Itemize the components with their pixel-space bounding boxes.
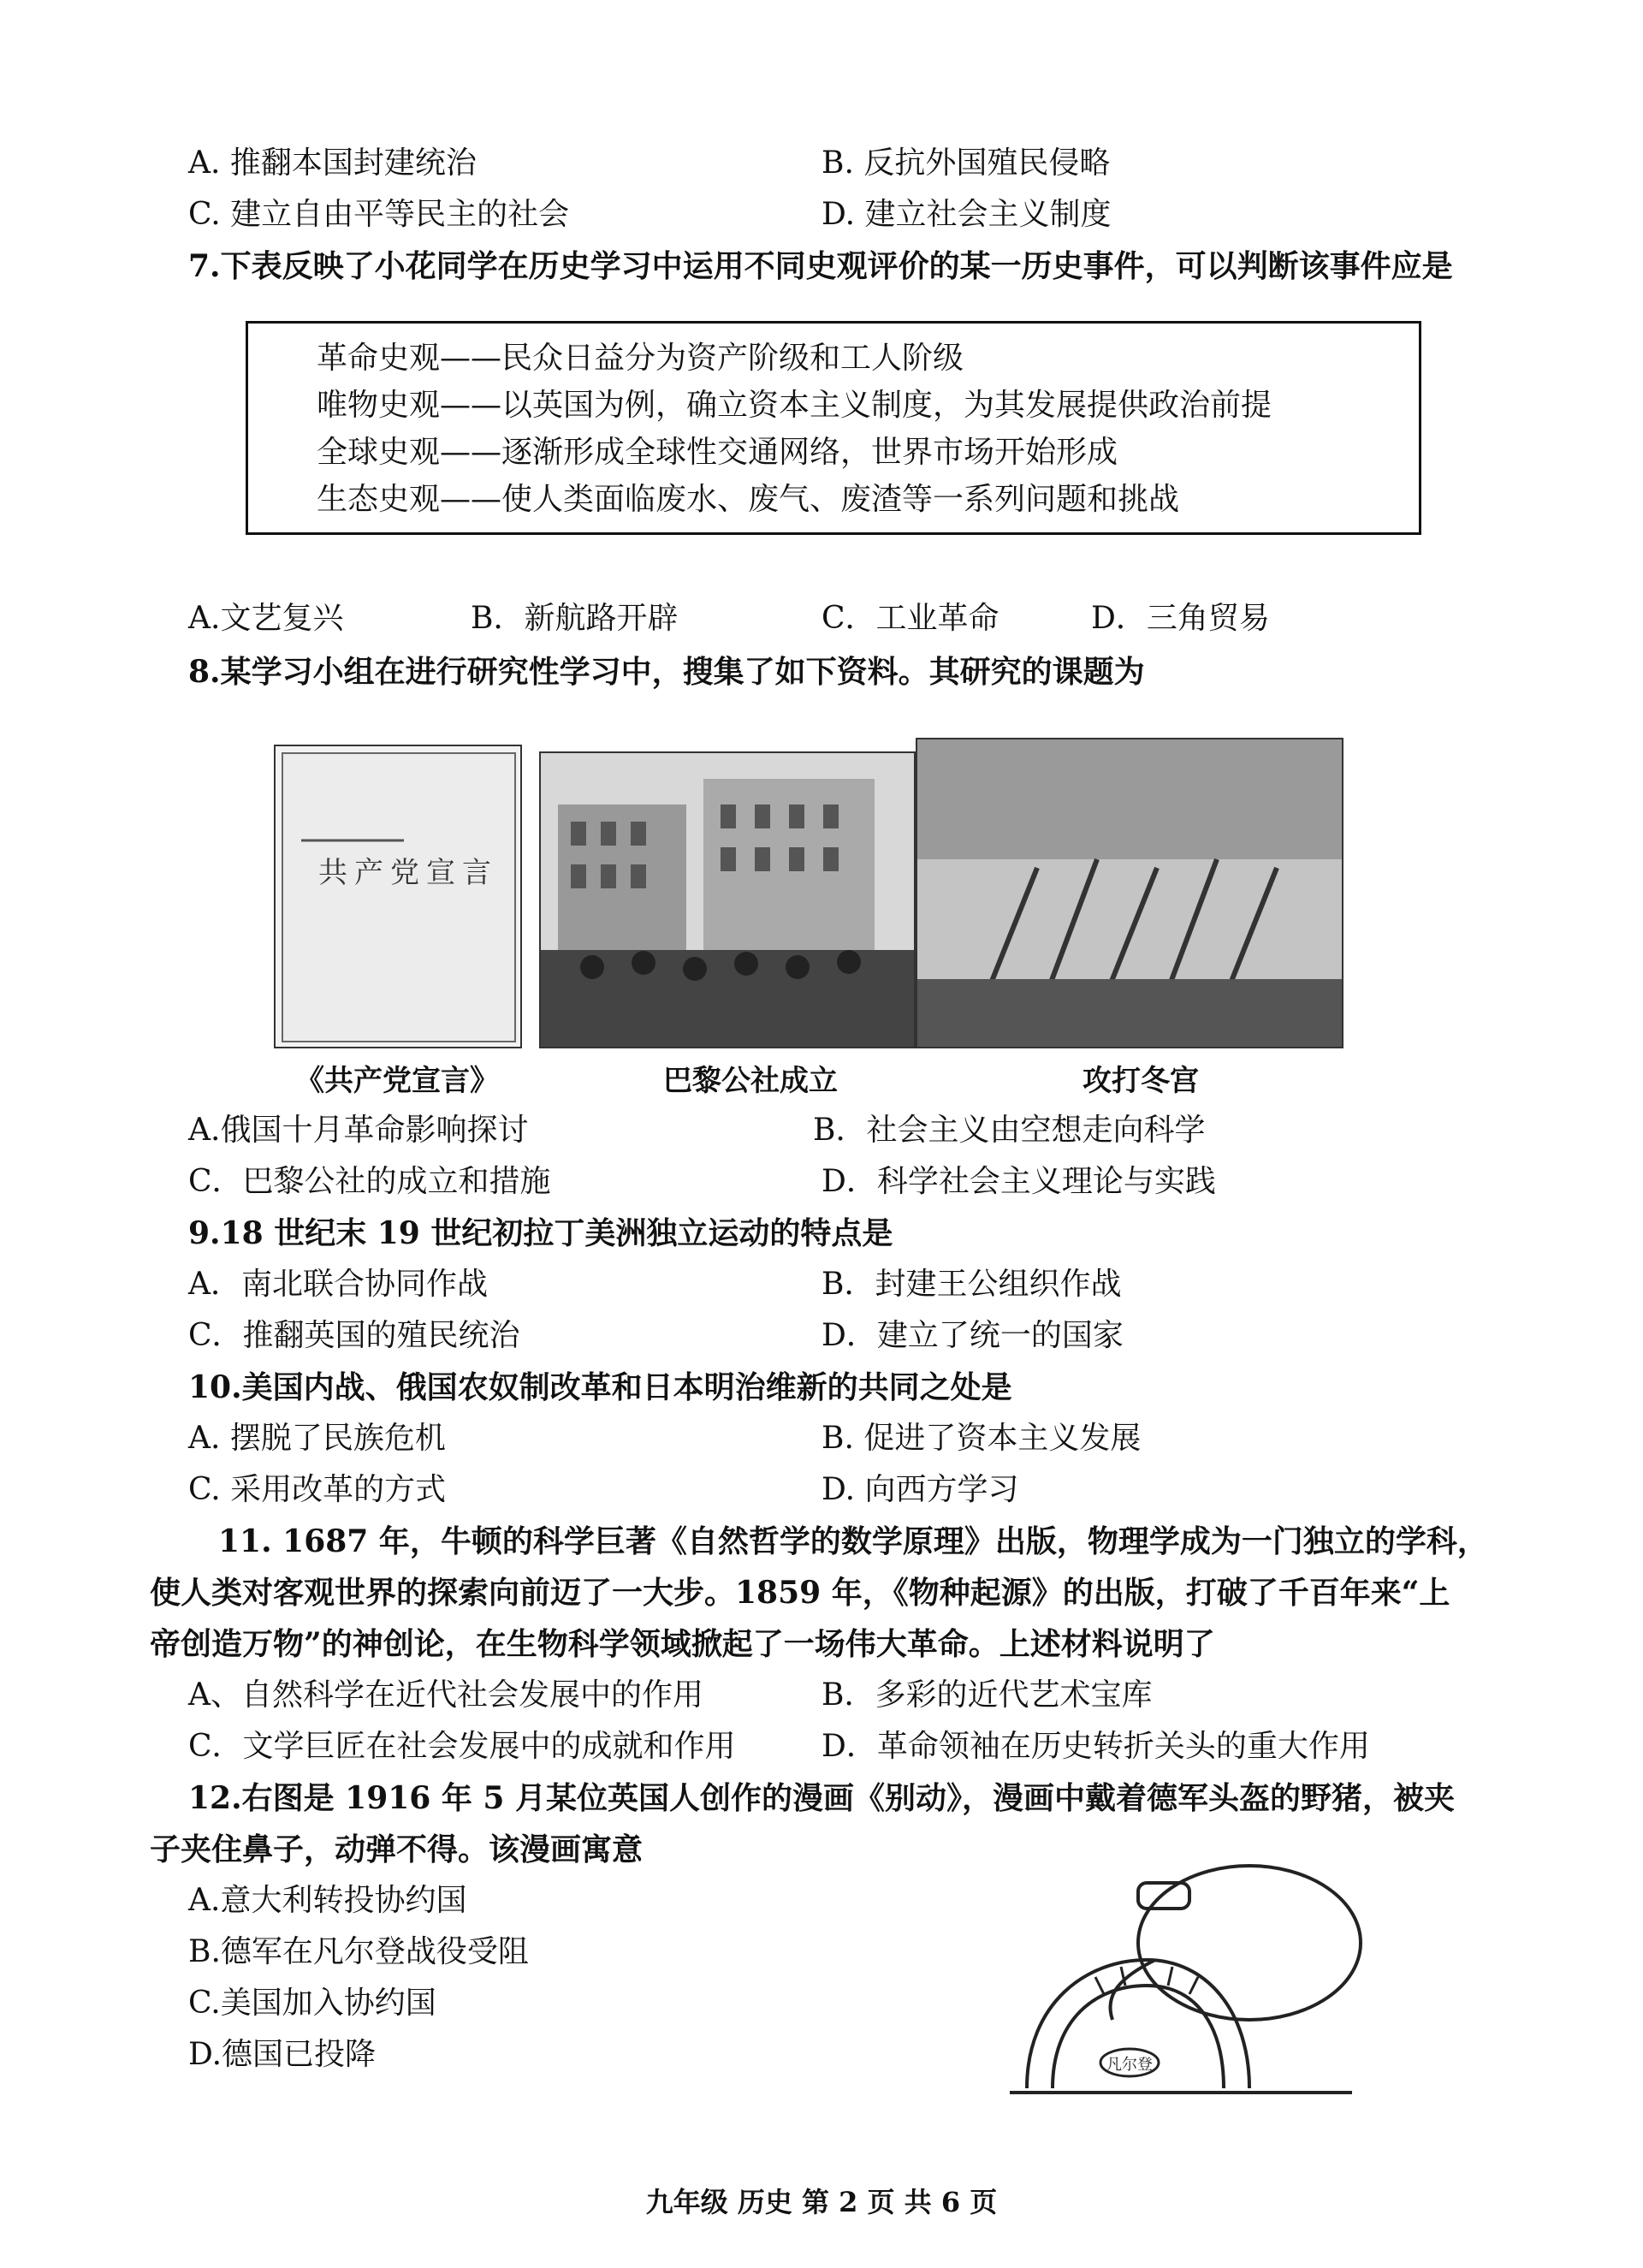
- q7-table-row: 唯物史观——以英国为例，确立资本主义制度，为其发展提供政治前提: [317, 388, 1272, 423]
- q7-option-a: A.文艺复兴: [188, 601, 344, 636]
- q8-option-b: B．社会主义由空想走向科学: [813, 1113, 1206, 1148]
- q10-option-b: B. 促进了资本主义发展: [822, 1421, 1142, 1456]
- paris-commune-image: [539, 751, 916, 1048]
- winter-palace-illustration: [917, 739, 1343, 1048]
- q9-option-a: A．南北联合协同作战: [188, 1267, 488, 1302]
- boar-in-trap-illustration: [993, 1849, 1386, 2105]
- q12-stem-line-1: 12.右图是 1916 年 5 月某位英国人创作的漫画《别动》，漫画中戴着德军头盔的野猪，被夹: [188, 1780, 1456, 1816]
- caption-manifesto: 《共产党宣言》: [295, 1064, 499, 1098]
- boar-cartoon-image: [993, 1849, 1386, 2105]
- q12-option-d: D.德国已投降: [188, 2037, 377, 2072]
- q11-stem-line-1: 11. 1687 年，牛顿的科学巨著《自然哲学的数学原理》出版，物理学成为一门独立的学科，: [218, 1523, 1488, 1559]
- q7-table-row: 生态史观——使人类面临废水、废气、废渣等一系列问题和挑战: [317, 482, 1180, 517]
- caption-paris-commune: 巴黎公社成立: [663, 1064, 838, 1098]
- q7-option-b: B．新航路开辟: [471, 601, 679, 636]
- manifesto-book-image: [274, 745, 522, 1048]
- q8-stem: 8.某学习小组在进行研究性学习中，搜集了如下资料。其研究的课题为: [188, 654, 1145, 690]
- q7-option-c: C．工业革命: [822, 601, 999, 636]
- q11-option-b: B．多彩的近代艺术宝库: [822, 1677, 1153, 1713]
- storm-winter-palace-image: [916, 738, 1343, 1048]
- caption-winter-palace: 攻打冬宫: [1082, 1064, 1199, 1098]
- book-cover-title: 共产党宣言: [318, 856, 498, 890]
- q10-option-c: C. 采用改革的方式: [188, 1472, 447, 1507]
- q12-option-a: A.意大利转投协约国: [188, 1883, 467, 1918]
- q7-option-d: D．三角贸易: [1091, 601, 1270, 636]
- trap-label: 凡尔登: [1106, 2056, 1153, 2074]
- q11-option-c: C．文学巨匠在社会发展中的成就和作用: [188, 1729, 736, 1764]
- q12-option-c: C.美国加入协约国: [188, 1986, 436, 2021]
- q9-option-d: D．建立了统一的国家: [822, 1318, 1124, 1353]
- q6-option-a: A. 推翻本国封建统治: [188, 145, 477, 181]
- q11-stem-line-2: 使人类对客观世界的探索向前迈了一大步。1859 年，《物种起源》的出版，打破了千百年来“上: [150, 1575, 1450, 1611]
- q7-table: [246, 321, 1421, 535]
- q11-stem-line-3: 帝创造万物”的神创论，在生物科学领域掀起了一场伟大革命。上述材料说明了: [150, 1626, 1215, 1662]
- q7-stem: 7.下表反映了小花同学在历史学习中运用不同史观评价的某一历史事件，可以判断该事件应是: [188, 248, 1453, 284]
- q8-option-d: D．科学社会主义理论与实践: [822, 1164, 1216, 1199]
- q6-option-c: C. 建立自由平等民主的社会: [188, 197, 570, 232]
- page-footer: 九年级 历史 第 2 页 共 6 页: [645, 2186, 998, 2218]
- q9-stem: 9.18 世纪末 19 世纪初拉丁美洲独立运动的特点是: [188, 1215, 893, 1251]
- q12-option-b: B.德军在凡尔登战役受阻: [188, 1934, 529, 1969]
- q11-option-d: D．革命领袖在历史转折关头的重大作用: [822, 1729, 1370, 1764]
- paris-commune-illustration: [541, 753, 916, 1048]
- book-cover-icon: [276, 746, 522, 1048]
- q9-option-b: B．封建王公组织作战: [822, 1267, 1122, 1302]
- q7-table-row: 革命史观——民众日益分为资产阶级和工人阶级: [317, 341, 964, 376]
- q11-option-a: A、自然科学在近代社会发展中的作用: [188, 1677, 703, 1713]
- q10-stem: 10.美国内战、俄国农奴制改革和日本明治维新的共同之处是: [188, 1369, 1012, 1405]
- q8-option-c: C．巴黎公社的成立和措施: [188, 1164, 551, 1199]
- q10-option-d: D. 向西方学习: [822, 1472, 1019, 1507]
- q6-option-b: B. 反抗外国殖民侵略: [822, 145, 1111, 181]
- q7-table-row: 全球史观——逐渐形成全球性交通网络，世界市场开始形成: [317, 435, 1118, 470]
- q6-option-d: D. 建立社会主义制度: [822, 197, 1112, 232]
- q9-option-c: C．推翻英国的殖民统治: [188, 1318, 520, 1353]
- q8-option-a: A.俄国十月革命影响探讨: [188, 1113, 529, 1148]
- q12-stem-line-2: 子夹住鼻子，动弹不得。该漫画寓意: [150, 1832, 644, 1867]
- q10-option-a: A. 摆脱了民族危机: [188, 1421, 446, 1456]
